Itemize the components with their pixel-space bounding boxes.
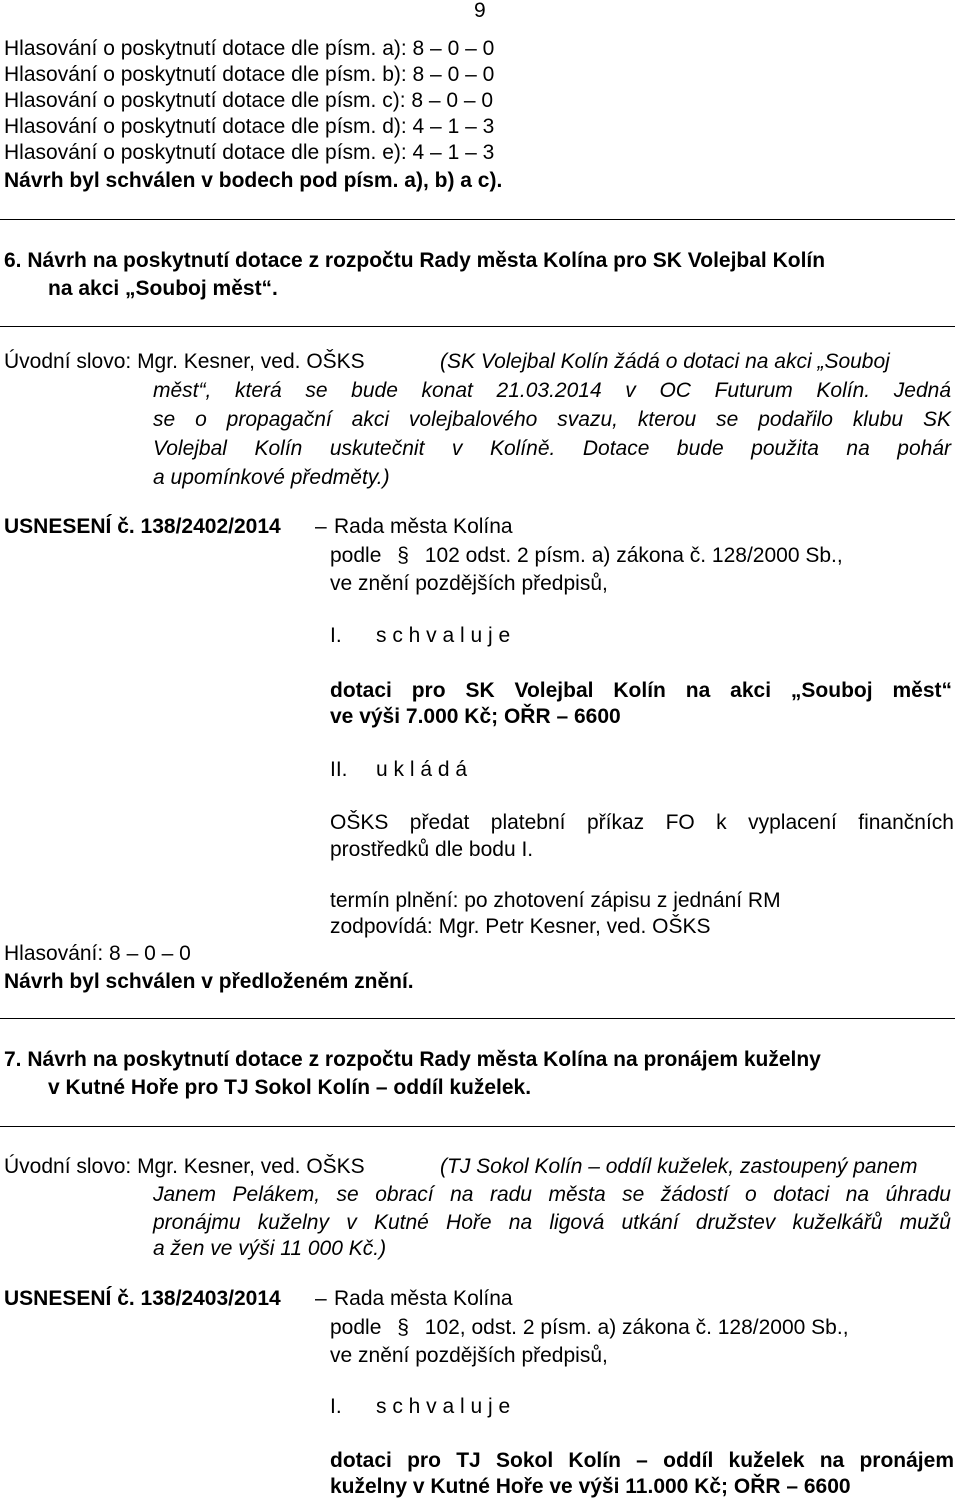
item7-point1-num: I. [330, 1395, 342, 1418]
legal-text: 102, odst. 2 písm. a) zákona č. 128/2000 Sb., [424, 1316, 849, 1339]
item6-intro-line1: (SK Volejbal Kolín žádá o dotaci na akci „Souboj [440, 350, 890, 373]
legal-prefix: podle [330, 1316, 382, 1339]
item7-point1-text-line2: kuželny v Kutné Hoře ve výši 11.000 Kč; OŘR – 6600 [330, 1475, 851, 1498]
section-sign-icon: § [397, 544, 409, 567]
item6-intro-line5: a upomínkové předměty.) [153, 466, 390, 489]
legal-prefix: podle [330, 544, 382, 567]
vote-line-c: Hlasování o poskytnutí dotace dle písm. c): 8 – 0 – 0 [4, 89, 494, 112]
votes-result: Návrh byl schválen v bodech pod písm. a), b) a c). [4, 169, 503, 192]
page-number: 9 [474, 0, 486, 22]
item6-deadline: termín plnění: po zhotovení zápisu z jednání RM [330, 889, 781, 912]
item6-usneseni-label: USNESENÍ č. 138/2402/2014 [4, 515, 281, 538]
item7-point1-text-line1: dotaci pro TJ Sokol Kolín – oddíl kuželek na pronájem [330, 1449, 954, 1472]
item6-intro-line3: se o propagační akci volejbalového svazu, kterou se podařilo klubu SK [153, 408, 951, 431]
item6-point1-num: I. [330, 624, 342, 647]
item6-usneseni-dash: – [315, 515, 327, 538]
item6-usneseni-org: Rada města Kolína [334, 515, 513, 538]
item7-intro-label: Úvodní slovo: Mgr. Kesner, ved. OŠKS [4, 1155, 365, 1178]
item6-point1-text-line1: dotaci pro SK Volejbal Kolín na akci „Souboj měst“ [330, 679, 952, 702]
item7-heading-line1: 7. Návrh na poskytnutí dotace z rozpočtu Rady města Kolína na pronájem kuželny [4, 1048, 821, 1071]
item7-usneseni-dash: – [315, 1287, 327, 1310]
item6-vote: Hlasování: 8 – 0 – 0 [4, 942, 191, 965]
item6-point2-text-line2: prostředků dle bodu I. [330, 838, 534, 861]
item7-point1-verb: s c h v a l u j e [376, 1395, 511, 1418]
item6-intro-line4: Volejbal Kolín uskutečnit v Kolíně. Dotace bude použita na pohár [153, 437, 951, 460]
section-sign-icon: § [397, 1316, 409, 1339]
vote-line-e: Hlasování o poskytnutí dotace dle písm. e): 4 – 1 – 3 [4, 141, 495, 164]
item7-legal-line2: ve znění pozdějších předpisů, [330, 1344, 608, 1367]
vote-line-d: Hlasování o poskytnutí dotace dle písm. d): 4 – 1 – 3 [4, 115, 495, 138]
item6-point2-text-line1: OŠKS předat platební příkaz FO k vyplacení finančních [330, 811, 954, 834]
item6-legal-line2: ve znění pozdějších předpisů, [330, 572, 608, 595]
item6-intro-line2: měst“, která se bude konat 21.03.2014 v OC Futurum Kolín. Jedná [153, 379, 951, 402]
item7-heading-line2: v Kutné Hoře pro TJ Sokol Kolín – oddíl kuželek. [48, 1076, 532, 1099]
item7-usneseni-label: USNESENÍ č. 138/2403/2014 [4, 1287, 281, 1310]
divider [0, 219, 955, 220]
divider [0, 1126, 955, 1127]
item6-heading-line1: 6. Návrh na poskytnutí dotace z rozpočtu Rady města Kolína pro SK Volejbal Kolín [4, 249, 826, 272]
item7-legal-line1 [330, 1315, 952, 1341]
vote-line-b: Hlasování o poskytnutí dotace dle písm. b): 8 – 0 – 0 [4, 63, 495, 86]
item7-intro-line3: pronájmu kuželny v Kutné Hoře na ligová utkání družstev kuželkářů mužů [153, 1211, 951, 1234]
legal-text: 102 odst. 2 písm. a) zákona č. 128/2000 Sb., [424, 544, 843, 567]
item6-responsible: zodpovídá: Mgr. Petr Kesner, ved. OŠKS [330, 915, 711, 938]
item7-intro-line4: a žen ve výši 11 000 Kč.) [153, 1237, 387, 1260]
item6-point2-verb: u k l á d á [376, 758, 468, 781]
divider [0, 326, 955, 327]
item6-point1-text-line2: ve výši 7.000 Kč; OŘR – 6600 [330, 705, 621, 728]
item6-heading-line2: na akci „Souboj měst“. [48, 277, 278, 300]
item6-point2-num: II. [330, 758, 348, 781]
divider [0, 1018, 955, 1019]
item7-usneseni-org: Rada města Kolína [334, 1287, 513, 1310]
item7-intro-line1: (TJ Sokol Kolín – oddíl kuželek, zastoupený panem [440, 1155, 918, 1178]
item6-legal-line1 [330, 543, 952, 569]
vote-line-a: Hlasování o poskytnutí dotace dle písm. a): 8 – 0 – 0 [4, 37, 495, 60]
item6-intro-label: Úvodní slovo: Mgr. Kesner, ved. OŠKS [4, 350, 365, 373]
item7-intro-line2: Janem Pelákem, se obrací na radu města se žádostí o dotaci na úhradu [153, 1183, 951, 1206]
item6-point1-verb: s c h v a l u j e [376, 624, 511, 647]
item6-result: Návrh byl schválen v předloženém znění. [4, 970, 414, 993]
